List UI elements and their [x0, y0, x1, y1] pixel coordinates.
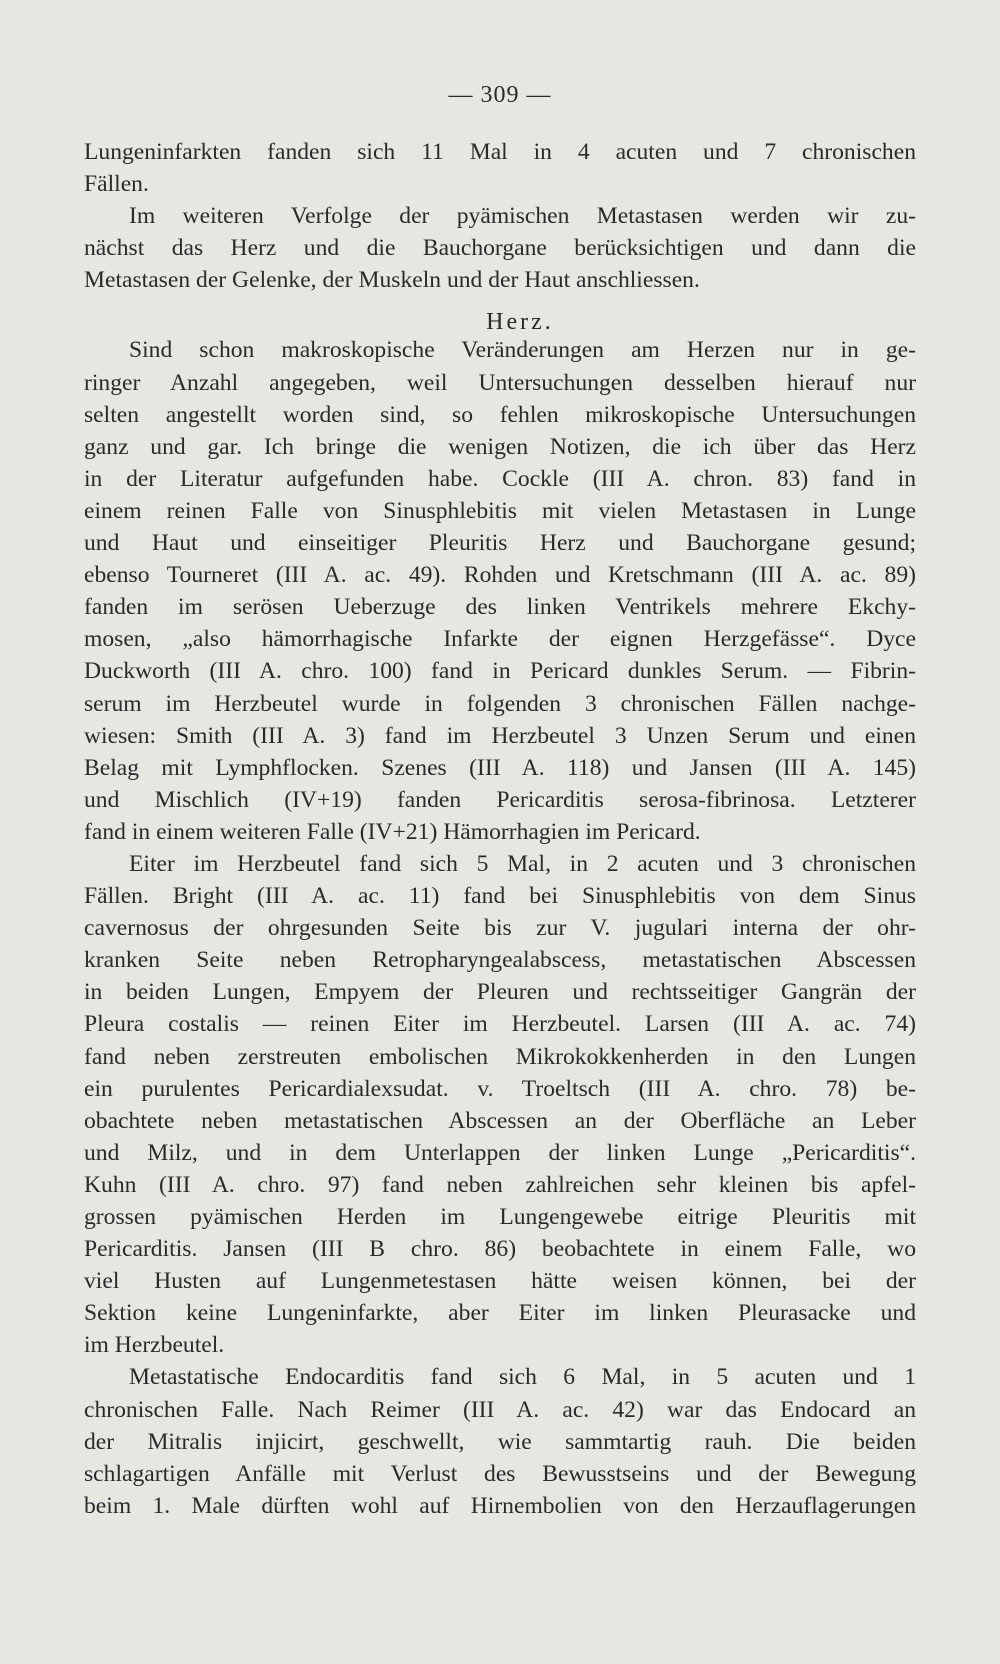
text-line: Fällen.: [84, 171, 149, 198]
text-line: Metastasen der Gelenke, der Muskeln und der Haut anschliessen.: [84, 267, 700, 294]
text-line: Pleura costalis — reinen Eiter im Herzbeutel. Larsen (III A. ac. 74): [84, 1011, 916, 1038]
text-line: und Mischlich (IV+19) fanden Pericarditis serosa-fibrinosa. Letzterer: [84, 786, 916, 813]
text-line: ein purulentes Pericardialexsudat. v. Troeltsch (III A. chro. 78) be-: [84, 1075, 916, 1102]
text-line: ringer Anzahl angegeben, weil Untersuchungen desselben hierauf nur: [84, 369, 916, 396]
text-line: obachtete neben metastatischen Abscessen an der Oberfläche an Leber: [84, 1107, 916, 1134]
text-line: Belag mit Lymphflocken. Szenes (III A. 118) und Jansen (III A. 145): [84, 754, 916, 781]
text-line: selten angestellt worden sind, so fehlen mikroskopische Untersuchungen: [84, 401, 916, 428]
text-line: kranken Seite neben Retropharyngealabscess, metastatischen Abscessen: [84, 947, 916, 974]
text-line: im Herzbeutel.: [84, 1332, 225, 1359]
text-line: in der Literatur aufgefunden habe. Cockle (III A. chron. 83) fand in: [84, 465, 916, 492]
text-line: Pericarditis. Jansen (III B chro. 86) beobachtete in einem Falle, wo: [84, 1236, 916, 1263]
text-line: mosen, „also hämorrhagische Infarkte der eignen Herzgefässe“. Dyce: [84, 626, 916, 653]
text-line: und Haut und einseitiger Pleuritis Herz und Bauchorgane gesund;: [84, 530, 916, 557]
text-line: Fällen. Bright (III A. ac. 11) fand bei Sinusphlebitis von dem Sinus: [84, 883, 916, 910]
text-line: in beiden Lungen, Empyem der Pleuren und rechtsseitiger Gangrän der: [84, 979, 916, 1006]
text-line: wiesen: Smith (III A. 3) fand im Herzbeutel 3 Unzen Serum und einen: [84, 722, 916, 749]
text-line: Duckworth (III A. chro. 100) fand in Pericard dunkles Serum. — Fibrin-: [84, 658, 916, 685]
text-line: fand in einem weiteren Falle (IV+21) Hämorrhagien im Pericard.: [84, 818, 701, 845]
text-line: ebenso Tourneret (III A. ac. 49). Rohden und Kretschmann (III A. ac. 89): [84, 562, 916, 589]
text-line: fand neben zerstreuten embolischen Mikrokokkenherden in den Lungen: [84, 1043, 916, 1070]
text-line: grossen pyämischen Herden im Lungengewebe eitrige Pleuritis mit: [84, 1204, 916, 1230]
text-line: beim 1. Male dürften wohl auf Hirnembolien von den Herzauflagerungen: [84, 1492, 916, 1519]
text-line: Sind schon makroskopische Veränderungen am Herzen nur in ge-: [129, 337, 916, 364]
text-line: Metastatische Endocarditis fand sich 6 Mal, in 5 acuten und 1: [129, 1364, 916, 1391]
text-line: serum im Herzbeutel wurde in folgenden 3 chronischen Fällen nachge-: [84, 690, 916, 717]
text-line: nächst das Herz und die Bauchorgane berücksichtigen und dann die: [84, 235, 916, 262]
text-line: Lungeninfarkten fanden sich 11 Mal in 4 acuten und 7 chronischen: [84, 139, 916, 165]
text-line: ganz und gar. Ich bringe die wenigen Notizen, die ich über das Herz: [84, 433, 916, 460]
text-line: Eiter im Herzbeutel fand sich 5 Mal, in 2 acuten und 3 chronischen: [129, 850, 916, 877]
text-line: einem reinen Falle von Sinusphlebitis mit vielen Metastasen in Lunge: [84, 497, 916, 524]
text-line: Kuhn (III A. chro. 97) fand neben zahlreichen sehr kleinen bis apfel-: [84, 1171, 916, 1198]
page-number: — 309 —: [448, 82, 552, 108]
body-text: [84, 136, 916, 1522]
text-line: Sektion keine Lungeninfarkte, aber Eiter im linken Pleurasacke und: [84, 1300, 916, 1327]
text-line: viel Husten auf Lungenmetestasen hätte weisen können, bei der: [84, 1268, 916, 1295]
section-heading: Herz.: [486, 309, 554, 336]
text-line: cavernosus der ohrgesunden Seite bis zur V. jugulari interna der ohr-: [84, 915, 916, 942]
text-line: chronischen Falle. Nach Reimer (III A. ac. 42) war das Endocard an: [84, 1396, 916, 1423]
text-line: Im weiteren Verfolge der pyämischen Metastasen werden wir zu-: [129, 203, 916, 230]
text-line: und Milz, und in dem Unterlappen der linken Lunge „Pericarditis“.: [84, 1139, 916, 1166]
text-line: der Mitralis injicirt, geschwellt, wie sammtartig rauh. Die beiden: [84, 1428, 916, 1455]
text-line: schlagartigen Anfälle mit Verlust des Bewusstseins und der Bewegung: [84, 1460, 916, 1487]
text-line: fanden im serösen Ueberzuge des linken Ventrikels mehrere Ekchy-: [84, 594, 916, 621]
